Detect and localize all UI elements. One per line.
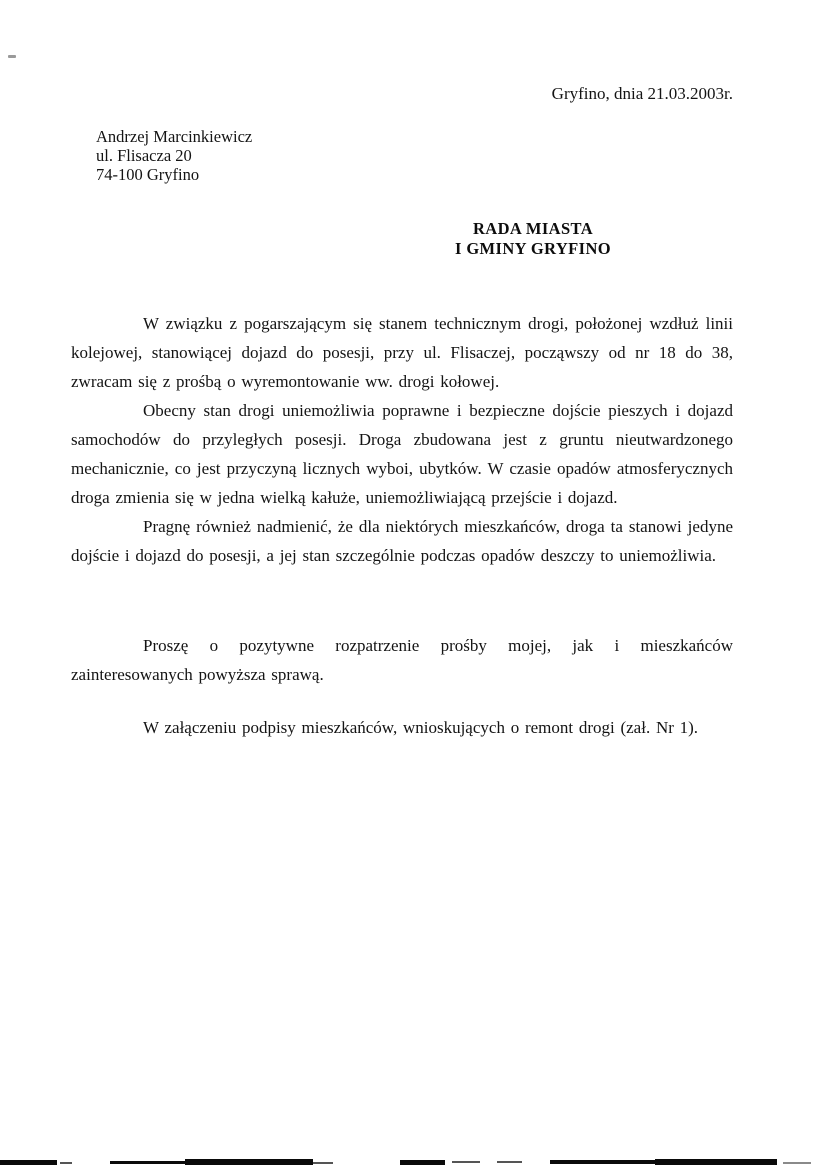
recipient-line2: I GMINY GRYFINO: [454, 239, 612, 258]
scan-line-artifact: [550, 1160, 670, 1164]
scan-speck-artifact: [8, 55, 16, 58]
paragraph-attachment-note: W załączeniu podpisy mieszkańców, wnioskujących o remont drogi (zał. Nr 1).: [143, 718, 699, 737]
scan-line-artifact: [655, 1159, 777, 1165]
sender-address-block: [96, 127, 252, 184]
scan-line-artifact: [185, 1159, 313, 1165]
sender-city: 74-100 Gryfino: [96, 165, 200, 184]
scan-line-artifact: [400, 1160, 445, 1165]
scan-line-artifact: [452, 1161, 480, 1163]
paragraph-road-condition: Obecny stan drogi uniemożliwia poprawne i bezpieczne dojście pieszych i dojazd samochodów do przyległych posesji. Droga zbudowana jest z gruntu nieutwardzonego mechanicznie, co jest przyczyną licznych wyboi, ubytków. W czasie opadów atmosferycznych droga zmienia się w jedna wielką kałuże, uniemożliwiającą przejście i dojazd.: [71, 401, 733, 507]
recipient-line1: RADA MIASTA: [472, 219, 594, 238]
paragraph-closing-request: Proszę o pozytywne rozpatrzenie prośby mojej, jak i mieszkańców zainteresowanych powyższa sprawą.: [71, 636, 733, 684]
date-line: Gryfino, dnia 21.03.2003r.: [551, 84, 733, 103]
letter-body-closing-request: [71, 631, 733, 689]
recipient-heading: [403, 219, 663, 259]
scan-line-artifact: [313, 1162, 333, 1164]
scan-line-artifact: [783, 1162, 811, 1164]
sender-name: Andrzej Marcinkiewicz: [96, 127, 253, 146]
sender-street: ul. Flisacza 20: [96, 146, 192, 165]
scan-line-artifact: [497, 1161, 522, 1163]
letter-body-main: [71, 309, 733, 570]
paragraph-request: W związku z pogarszającym się stanem technicznym drogi, położonej wzdłuż linii kolejowej, stanowiącej dojazd do posesji, przy ul. Flisaczej, począwszy od nr 18 do 38, zwracam się z prośbą o wyremontowanie ww. drogi kołowej.: [71, 314, 733, 391]
scan-line-artifact: [60, 1162, 72, 1164]
paragraph-residents-access: Pragnę również nadmienić, że dla niektórych mieszkańców, droga ta stanowi jedyne dojście i dojazd do posesji, a jej stan szczególnie podczas opadów deszczy to uniemożliwia.: [71, 517, 733, 565]
scan-line-artifact: [0, 1160, 57, 1165]
letter-body-attachment-note: [71, 713, 733, 742]
